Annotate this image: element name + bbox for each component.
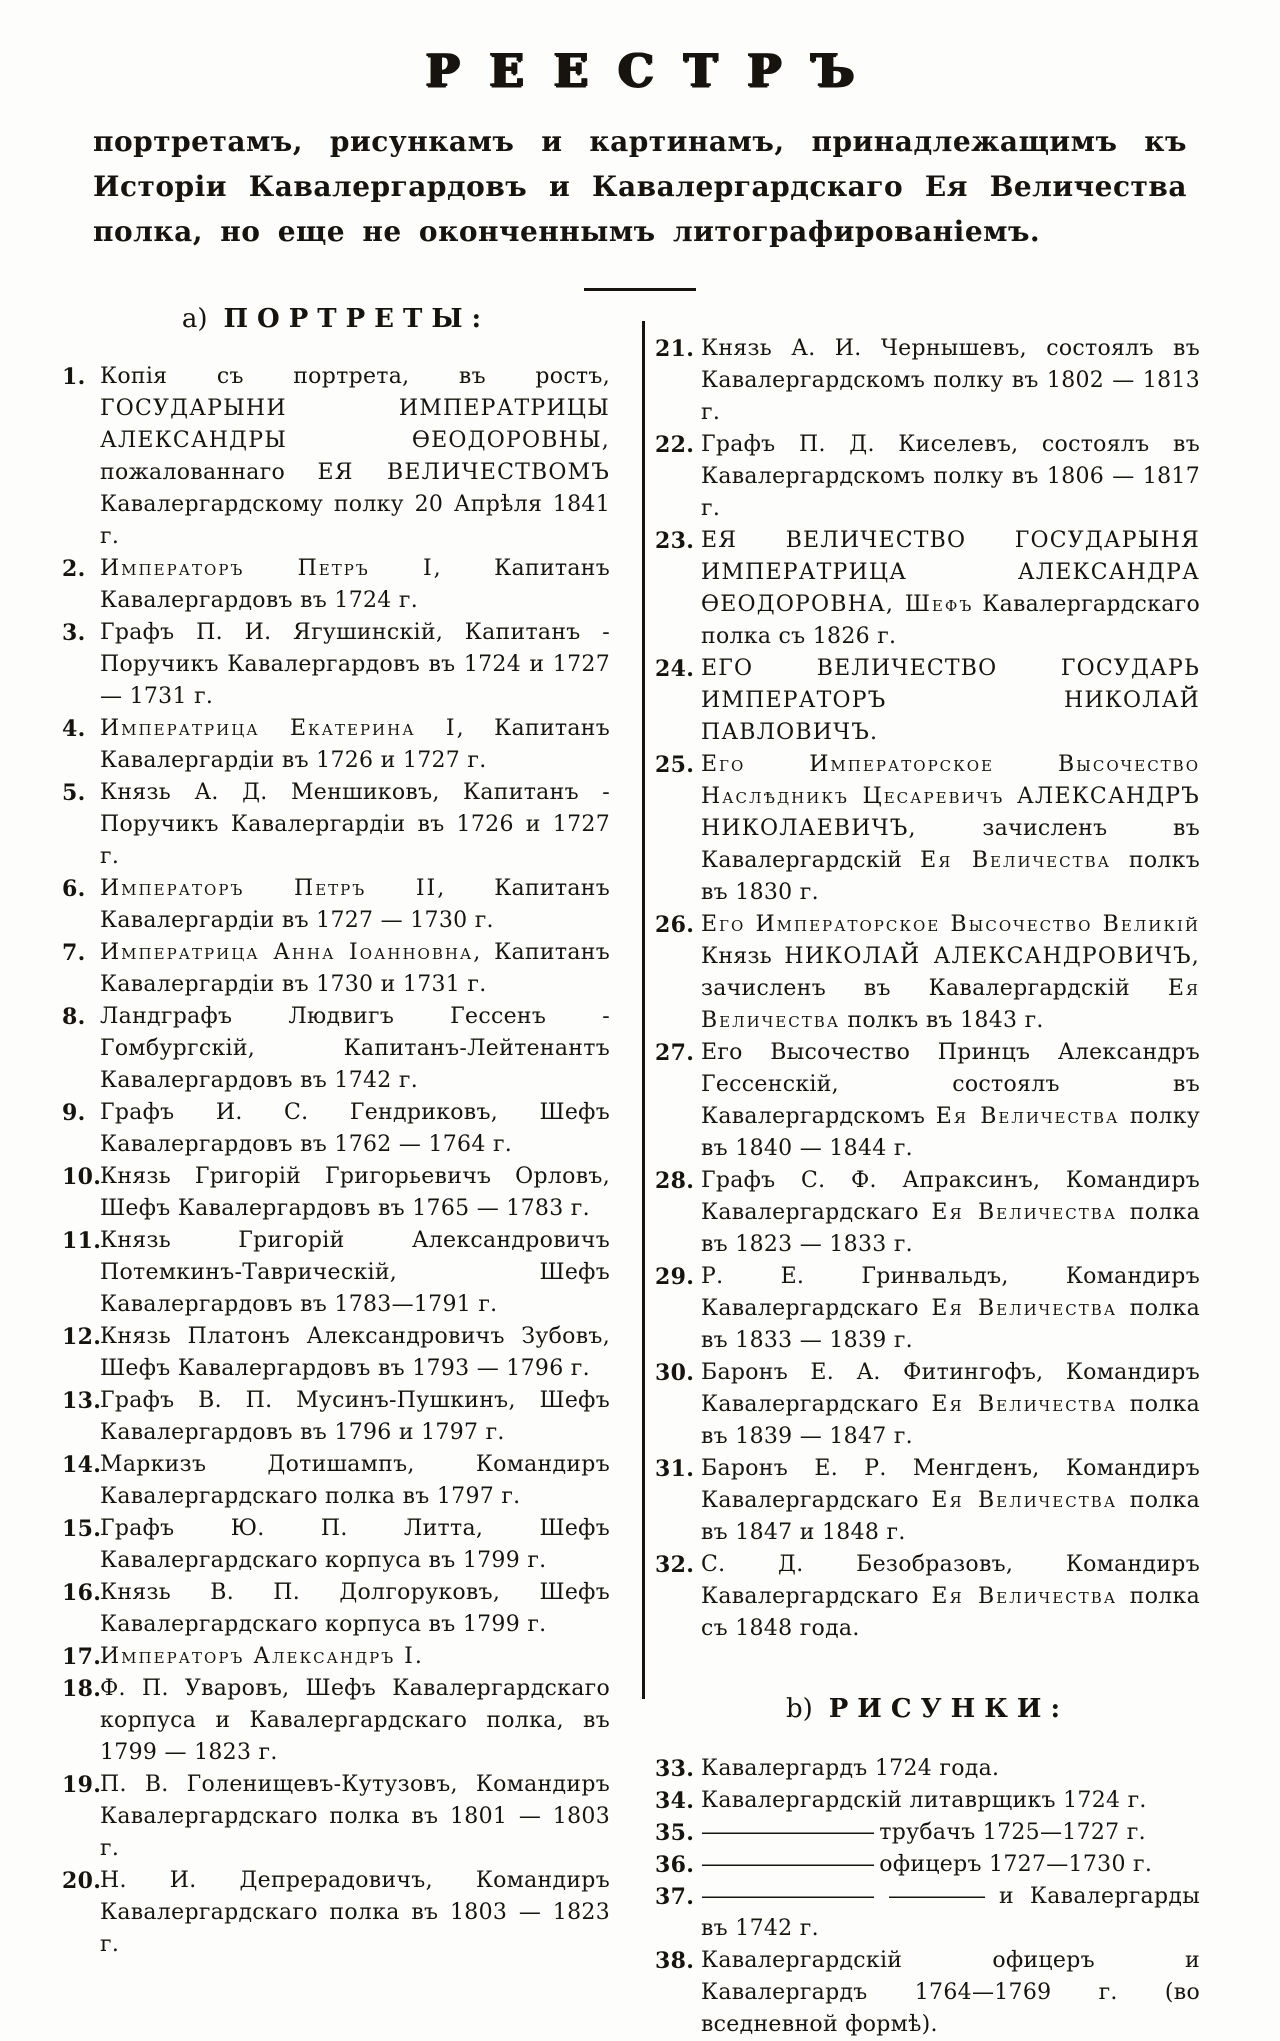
item-number: 21. <box>655 336 695 362</box>
item-number: 1. <box>62 364 86 390</box>
item-number: 5. <box>62 780 86 806</box>
list-item <box>62 1161 610 1225</box>
item-text: Ландграфъ Людвигъ Гессенъ - Гомбургскій, Капитанъ-Лейтенантъ Кавалергардовъ въ 1742 г. <box>100 1004 610 1093</box>
item-number: 13. <box>62 1388 102 1414</box>
item-number: 34. <box>655 1788 695 1814</box>
item-text: Баронъ Е. Р. Менгденъ, Командиръ Кавалергардскаго Ея Величества полка въ 1847 и 1848 г. <box>701 1456 1201 1545</box>
list-item <box>655 1453 1200 1549</box>
item-text: Императоръ Петръ II, Капитанъ Кавалергардіи въ 1727 — 1730 г. <box>100 876 611 933</box>
item-text: ЕЯ ВЕЛИЧЕСТВО ГОСУДАРЫНЯ ИМПЕРАТРИЦА АЛЕКСАНДРА ѲЕОДОРОВНА, Шефъ Кавалергардскаго полка съ 1826 г. <box>701 528 1201 649</box>
list-item <box>62 1641 610 1673</box>
item-number: 4. <box>62 716 86 742</box>
list-item <box>62 1769 610 1865</box>
item-number: 2. <box>62 556 86 582</box>
item-number: 35. <box>655 1820 695 1846</box>
item-text: ————————— офицеръ 1727—1730 г. <box>701 1852 1153 1877</box>
list-item <box>655 1165 1200 1261</box>
two-column-layout <box>0 297 1280 2041</box>
item-number: 12. <box>62 1324 102 1350</box>
item-text: Графъ С. Ф. Апраксинъ, Командиръ Кавалергардскаго Ея Величества полка въ 1823 — 1833 г. <box>701 1168 1201 1257</box>
item-number: 37. <box>655 1884 695 1910</box>
list-item <box>655 1357 1200 1453</box>
item-text: С. Д. Безобразовъ, Командиръ Кавалергардскаго Ея Величества полка съ 1848 года. <box>701 1552 1201 1641</box>
list-item <box>62 777 610 873</box>
item-text: Баронъ Е. А. Фитингофъ, Командиръ Кавалергардскаго Ея Величества полка въ 1839 — 1847 г. <box>701 1360 1201 1449</box>
item-number: 3. <box>62 620 86 646</box>
left-column <box>62 297 610 2041</box>
item-text: Князь А. И. Чернышевъ, состоялъ въ Кавалергардскомъ полку въ 1802 — 1813 г. <box>701 336 1200 425</box>
column-divider-rule <box>642 321 645 1699</box>
list-item <box>655 1261 1200 1357</box>
list-item <box>655 429 1200 525</box>
drawings-list <box>655 1753 1200 2041</box>
item-text: Графъ П. Д. Киселевъ, состоялъ въ Кавалергардскомъ полку въ 1806 — 1817 г. <box>701 432 1200 521</box>
list-item <box>655 1945 1200 2041</box>
list-item <box>655 1037 1200 1165</box>
list-item <box>655 525 1200 653</box>
item-number: 6. <box>62 876 86 902</box>
list-item <box>655 1817 1200 1849</box>
item-number: 27. <box>655 1040 695 1066</box>
item-number: 16. <box>62 1580 102 1606</box>
item-number: 7. <box>62 940 86 966</box>
list-item <box>655 1849 1200 1881</box>
item-text: Князь Григорій Александровичъ Потемкинъ-Таврическій, Шефъ Кавалергардовъ въ 1783—1791 г. <box>100 1228 610 1317</box>
list-item <box>62 1321 610 1385</box>
item-number: 26. <box>655 912 695 938</box>
item-number: 18. <box>62 1676 102 1702</box>
list-item <box>62 1097 610 1161</box>
item-number: 36. <box>655 1852 695 1878</box>
list-item <box>62 873 610 937</box>
item-number: 31. <box>655 1456 695 1482</box>
item-text: Графъ П. И. Ягушинскій, Капитанъ - Поручикъ Кавалергардовъ въ 1724 и 1727 — 1731 г. <box>100 620 610 709</box>
item-text: Князь А. Д. Меншиковъ, Капитанъ - Поручикъ Кавалергардіи въ 1726 и 1727 г. <box>100 780 610 869</box>
item-text: Его Императорское Высочество Великій Князь НИКОЛАЙ АЛЕКСАНДРОВИЧЪ, зачисленъ въ Кавалергардскій Ея Величества полкъ въ 1843 г. <box>701 912 1200 1033</box>
list-item <box>62 937 610 1001</box>
item-text: Князь В. П. Долгоруковъ, Шефъ Кавалергардскаго корпуса въ 1799 г. <box>100 1580 610 1637</box>
item-text: Копія съ портрета, въ ростъ, ГОСУДАРЫНИ ИМПЕРАТРИЦЫ АЛЕКСАНДРЫ ѲЕОДОРОВНЫ, пожалованнаго ЕЯ ВЕЛИЧЕСТВОМЪ Кавалергардскому полку 20 Апрѣля 1841 г. <box>100 364 610 549</box>
item-number: 33. <box>655 1756 695 1782</box>
item-text: Его Императорское Высочество Наслѣдникъ Цесаревичъ АЛЕКСАНДРЪ НИКОЛАЕВИЧЪ, зачисленъ въ Кавалергардскій Ея Величества полкъ въ 1830 г. <box>701 752 1200 905</box>
item-text: П. В. Голенищевъ-Кутузовъ, Командиръ Кавалергардскаго полка въ 1801 — 1803 г. <box>100 1772 610 1861</box>
list-item <box>62 1225 610 1321</box>
item-text: Императрица Екатерина I, Капитанъ Кавалергардіи въ 1726 и 1727 г. <box>100 716 610 773</box>
list-item <box>62 1001 610 1097</box>
list-item <box>655 1753 1200 1785</box>
list-item <box>62 1673 610 1769</box>
item-number: 23. <box>655 528 695 554</box>
item-text: ЕГО ВЕЛИЧЕСТВО ГОСУДАРЬ ИМПЕРАТОРЪ НИКОЛАЙ ПАВЛОВИЧЪ. <box>701 656 1200 745</box>
item-number: 8. <box>62 1004 86 1030</box>
item-number: 24. <box>655 656 695 682</box>
page-title: РЕЕСТРЪ <box>425 44 885 97</box>
item-text: Графъ В. П. Мусинъ-Пушкинъ, Шефъ Кавалергардовъ въ 1796 и 1797 г. <box>100 1388 610 1445</box>
item-text: Кавалергардскій литаврщикъ 1724 г. <box>701 1788 1147 1813</box>
item-number: 20. <box>62 1868 102 1894</box>
item-text: Графъ Ю. П. Литта, Шефъ Кавалергардскаго корпуса въ 1799 г. <box>100 1516 610 1573</box>
section-letter: а) <box>181 304 208 334</box>
list-item <box>655 1549 1200 1645</box>
portraits-list <box>62 361 610 1961</box>
list-item <box>62 1513 610 1577</box>
list-item <box>655 1881 1200 1945</box>
page-subtitle: портретамъ, рисункамъ и картинамъ, принадлежащимъ къ Исторіи Кавалергардовъ и Кавалергардскаго Ея Величества полка, но еще не оконченнымъ литографированіемъ. <box>93 125 1187 248</box>
item-number: 38. <box>655 1948 695 1974</box>
section-title: РИСУНКИ: <box>828 1694 1070 1724</box>
section-letter: b) <box>785 1694 813 1724</box>
item-number: 14. <box>62 1452 102 1478</box>
list-item <box>655 333 1200 429</box>
item-text: Императоръ Петръ I, Капитанъ Кавалергардовъ въ 1724 г. <box>100 556 610 613</box>
title-divider <box>584 288 696 291</box>
section-title: ПОРТРЕТЫ: <box>223 304 491 334</box>
item-text: Князь Григорій Григорьевичъ Орловъ, Шефъ Кавалергардовъ въ 1765 — 1783 г. <box>100 1164 610 1221</box>
list-item <box>62 1385 610 1449</box>
list-item <box>62 553 610 617</box>
item-text: Его Высочество Принцъ Александръ Гессенскій, состоялъ въ Кавалергардскомъ Ея Величества полку въ 1840 — 1844 г. <box>701 1040 1201 1161</box>
item-number: 30. <box>655 1360 695 1386</box>
section-heading-drawings <box>655 1689 1200 1729</box>
item-number: 32. <box>655 1552 695 1578</box>
item-text: ————————— трубачъ 1725—1727 г. <box>701 1820 1146 1845</box>
item-text: Императрица Анна Іоанновна, Капитанъ Кавалергардіи въ 1730 и 1731 г. <box>100 940 610 997</box>
list-item <box>655 749 1200 909</box>
right-column <box>655 297 1200 2041</box>
item-number: 28. <box>655 1168 695 1194</box>
list-item <box>655 909 1200 1037</box>
list-item <box>62 1449 610 1513</box>
item-text: Графъ И. С. Гендриковъ, Шефъ Кавалергардовъ въ 1762 — 1764 г. <box>100 1100 610 1157</box>
item-number: 17. <box>62 1644 102 1670</box>
item-number: 15. <box>62 1516 102 1542</box>
list-item <box>655 653 1200 749</box>
list-item <box>62 1865 610 1961</box>
item-number: 19. <box>62 1772 102 1798</box>
item-text: Маркизъ Дотишампъ, Командиръ Кавалергардскаго полка въ 1797 г. <box>100 1452 610 1509</box>
item-text: Р. Е. Гринвальдъ, Командиръ Кавалергардскаго Ея Величества полка въ 1833 — 1839 г. <box>701 1264 1201 1353</box>
item-number: 22. <box>655 432 695 458</box>
item-number: 29. <box>655 1264 695 1290</box>
item-text: Князь Платонъ Александровичъ Зубовъ, Шефъ Кавалергардовъ въ 1793 — 1796 г. <box>100 1324 610 1381</box>
item-text: Н. И. Депрерадовичъ, Командиръ Кавалергардскаго полка въ 1803 — 1823 г. <box>100 1868 610 1957</box>
list-item <box>62 361 610 553</box>
item-text: Ф. П. Уваровъ, Шефъ Кавалергардскаго корпуса и Кавалергардскаго полка, въ 1799 — 1823 г. <box>100 1676 610 1765</box>
item-text: Кавалергардскій офицеръ и Кавалергардъ 1764—1769 г. (во вседневной формѣ). <box>701 1948 1200 2037</box>
list-item <box>62 1577 610 1641</box>
item-number: 10. <box>62 1164 102 1190</box>
list-item <box>62 713 610 777</box>
portraits-list-continued <box>655 333 1200 1645</box>
list-item <box>655 1785 1200 1817</box>
item-number: 9. <box>62 1100 86 1126</box>
item-number: 25. <box>655 752 695 778</box>
item-text: Императоръ Александръ I. <box>100 1644 424 1669</box>
list-item <box>62 617 610 713</box>
section-heading-portraits <box>62 299 610 339</box>
item-text: Кавалергардъ 1724 года. <box>701 1756 1000 1781</box>
item-number: 11. <box>62 1228 102 1254</box>
item-text: ————————— ————— и Кавалергарды въ 1742 г. <box>701 1884 1201 1941</box>
